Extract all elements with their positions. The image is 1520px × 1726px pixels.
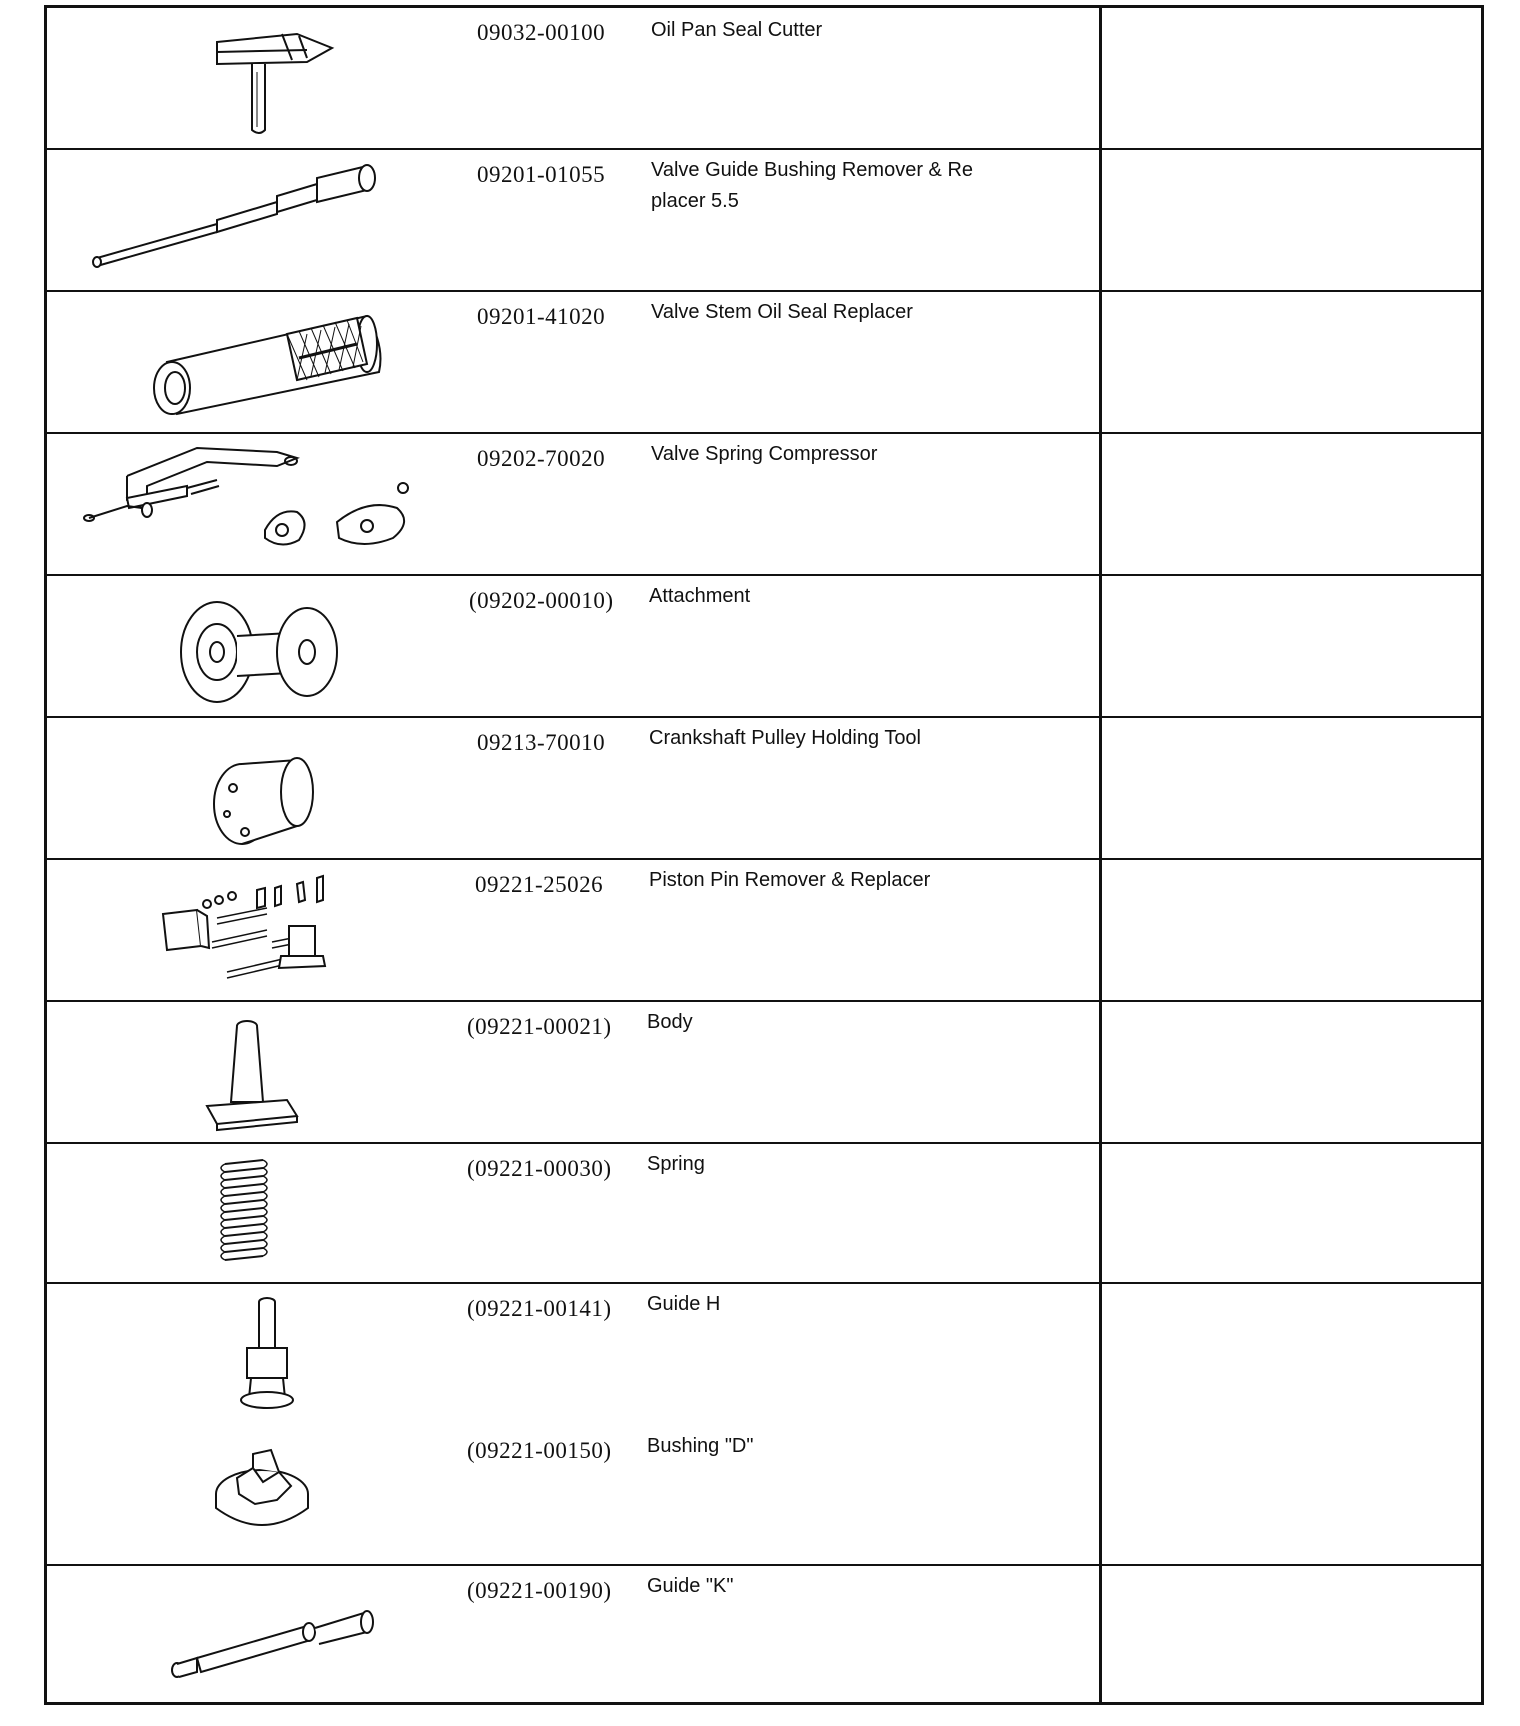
pulley-holding-tool-icon bbox=[67, 722, 437, 854]
tool-name: Crankshaft Pulley Holding Tool bbox=[649, 727, 922, 749]
table-row bbox=[47, 1566, 1101, 1702]
table-row bbox=[47, 8, 1101, 150]
piston-pin-kit-icon bbox=[67, 864, 437, 996]
guide-h-icon bbox=[67, 1288, 437, 1420]
bushing-d-icon bbox=[67, 1424, 437, 1556]
table-row bbox=[47, 1284, 1101, 1566]
table-row bbox=[47, 576, 1101, 718]
part-number: 09032-00100 bbox=[477, 20, 606, 45]
table-row bbox=[47, 292, 1101, 434]
tool-name: Valve Guide Bushing Remover & Re placer 5.5 bbox=[651, 159, 974, 212]
part-number: (09221-00021) bbox=[467, 1014, 612, 1039]
bushing-remover-icon bbox=[67, 154, 437, 286]
part-number: 09213-70010 bbox=[477, 730, 606, 755]
body-icon bbox=[67, 1006, 437, 1138]
spring-icon bbox=[67, 1148, 437, 1280]
tool-name: Guide H bbox=[647, 1293, 721, 1315]
tool-name: Valve Spring Compressor bbox=[651, 443, 878, 465]
oil-seal-replacer-icon bbox=[67, 296, 437, 428]
part-number: (09221-00141) bbox=[467, 1296, 612, 1321]
part-number: (09221-00150) bbox=[467, 1438, 612, 1463]
spring-compressor-icon bbox=[67, 438, 437, 570]
part-number: (09221-00190) bbox=[467, 1578, 612, 1603]
tool-name: Guide "K" bbox=[647, 1575, 734, 1597]
table-row bbox=[47, 1002, 1101, 1144]
attachment-icon bbox=[67, 580, 437, 712]
table-row bbox=[47, 1144, 1101, 1284]
table-row bbox=[47, 718, 1101, 860]
table-row bbox=[47, 434, 1101, 576]
part-number: 09201-41020 bbox=[477, 304, 606, 329]
tool-name: Piston Pin Remover & Replacer bbox=[649, 869, 931, 891]
part-number: (09221-00030) bbox=[467, 1156, 612, 1181]
tool-name: Oil Pan Seal Cutter bbox=[651, 19, 823, 41]
table-row bbox=[47, 150, 1101, 292]
tool-name: Valve Stem Oil Seal Replacer bbox=[651, 301, 913, 323]
tool-name: Bushing "D" bbox=[647, 1435, 754, 1457]
table-row bbox=[47, 860, 1101, 1002]
part-number: 09201-01055 bbox=[477, 162, 606, 187]
part-number: 09221-25026 bbox=[475, 872, 604, 897]
tool-name: Body bbox=[647, 1011, 693, 1033]
part-number: 09202-70020 bbox=[477, 446, 606, 471]
seal-cutter-icon bbox=[67, 12, 437, 144]
part-number: (09202-00010) bbox=[469, 588, 614, 613]
tool-name: Spring bbox=[647, 1153, 705, 1175]
guide-k-icon bbox=[67, 1570, 437, 1702]
tool-name: Attachment bbox=[649, 585, 751, 607]
special-tools-table bbox=[44, 5, 1484, 1705]
